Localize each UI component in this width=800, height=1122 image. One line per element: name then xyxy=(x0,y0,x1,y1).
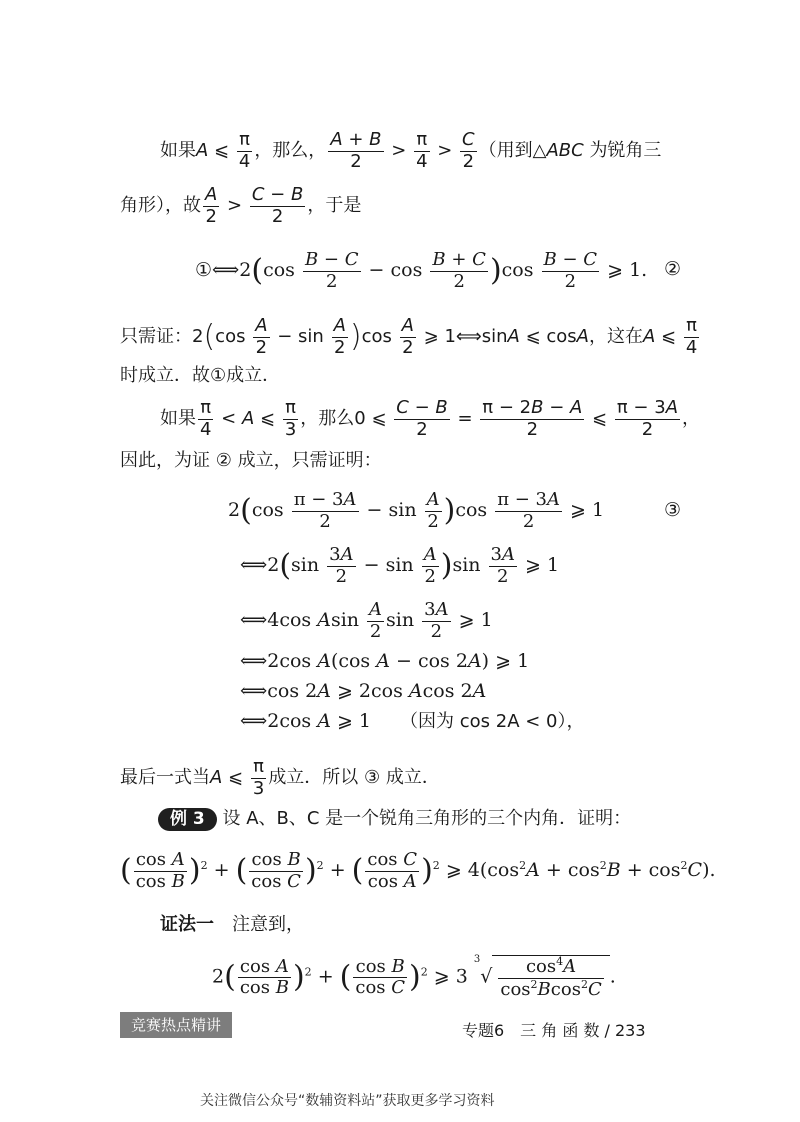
paragraph-line-7: 最后一式当A ⩽ $\frac{\pi}{3}$ 成立．所以 ③ 成立． xyxy=(120,756,440,799)
proof-line: 证法一 注意到， xyxy=(160,914,304,935)
paragraph-line-5: 如果 $\frac{\pi}{4}$ < A ⩽ $\frac{\pi}{3}$ ，那么0 ⩽ $\frac{C - B}{2}$ = $\frac{\pi - 2B - A}{2}$ ⩽ $\frac{\pi - 3A}{2}$ ， xyxy=(160,397,701,440)
derivation-step-2: ⟺4cos Asin $\frac{A}{2}$ sin $\frac{3A}{2}$ ⩾ 1 xyxy=(240,599,493,642)
paragraph-line-2: 角形），故 $\frac{A}{2}$ > $\frac{C - B}{2}$ ，于是 xyxy=(120,184,362,227)
paragraph-line-4: 时成立．故①成立． xyxy=(120,365,281,386)
equation-number-3: ③ xyxy=(664,499,682,521)
derivation-step-4: ⟺cos 2A ⩾ 2cos Acos 2A xyxy=(240,680,487,702)
paragraph-line-1: 如果A ⩽ $\frac{\pi}{4}$ ，那么， $\frac{A + B}{2}$ > $\frac{\pi}{4}$ > $\frac{C}{2}$ （用到△ABC 为锐角三 xyxy=(160,129,662,172)
paragraph-line-6: 因此，为证 ② 成立，只需证明： xyxy=(120,450,382,471)
derivation-step-1: ⟺2(sin $\frac{3A}{2}$ − sin $\frac{A}{2}$ )sin $\frac{3A}{2}$ ⩾ 1 xyxy=(240,544,560,587)
derivation-step-5: ⟺2cos A ⩾ 1 （因为 cos 2A < 0）， xyxy=(240,710,585,732)
chapter-page-number: 专题6 三 角 函 数 / 233 xyxy=(462,1021,646,1040)
proof-inequality: 2( $\frac{\text{cos A}}{\text{cos B}}$ )$^2$ + ( $\frac{\text{cos B}}{\text{cos C}}$ )$^2$ ⩾ 3 $^3$√ $\frac{\cos^4A}{\cos^2Bcos^2C}$ . xyxy=(212,954,616,1000)
equation-number-2: ② xyxy=(664,258,682,280)
equation-3: 2(cos $\frac{\pi - 3A}{2}$ − sin $\frac{A}{2}$ )cos $\frac{\pi - 3A}{2}$ ⩾ 1 xyxy=(228,489,605,532)
example-3-line: 例 3 设 A、B、C 是一个锐角三角形的三个内角．证明： xyxy=(158,808,631,831)
proof-label: 证法一 xyxy=(160,914,214,935)
watermark-text: 关注微信公众号“数辅资料站”获取更多学习资料 xyxy=(200,1093,495,1109)
equation-2: ①⟺2(cos $\frac{B - C}{2}$ − cos $\frac{B + C}{2}$ )cos $\frac{B - C}{2}$ ⩾ 1. xyxy=(195,249,648,292)
derivation-step-3: ⟺2cos A(cos A − cos 2A) ⩾ 1 xyxy=(240,650,530,672)
example-badge: 例 3 xyxy=(158,808,217,831)
paragraph-line-3: 只需证：2(cos $\frac{A}{2}$ − sin $\frac{A}{2}$ )cos $\frac{A}{2}$ ⩾ 1⟺sinA ⩽ cosA，这在A ⩽ $\frac{\pi}{4}$ xyxy=(120,315,698,358)
example-3-inequality: ( $\frac{\text{cos A}}{\text{cos B}}$ )$^2$ + ( $\frac{\text{cos B}}{\text{cos C}}$ )$^2$ + ( $\frac{\text{cos C}}{\text{cos A}}$ )$^2$ ⩾ $4(\cos^2A + \cos^2B + \cos^2C)$. xyxy=(120,849,716,892)
series-label: 竞赛热点精讲 xyxy=(120,1012,232,1038)
